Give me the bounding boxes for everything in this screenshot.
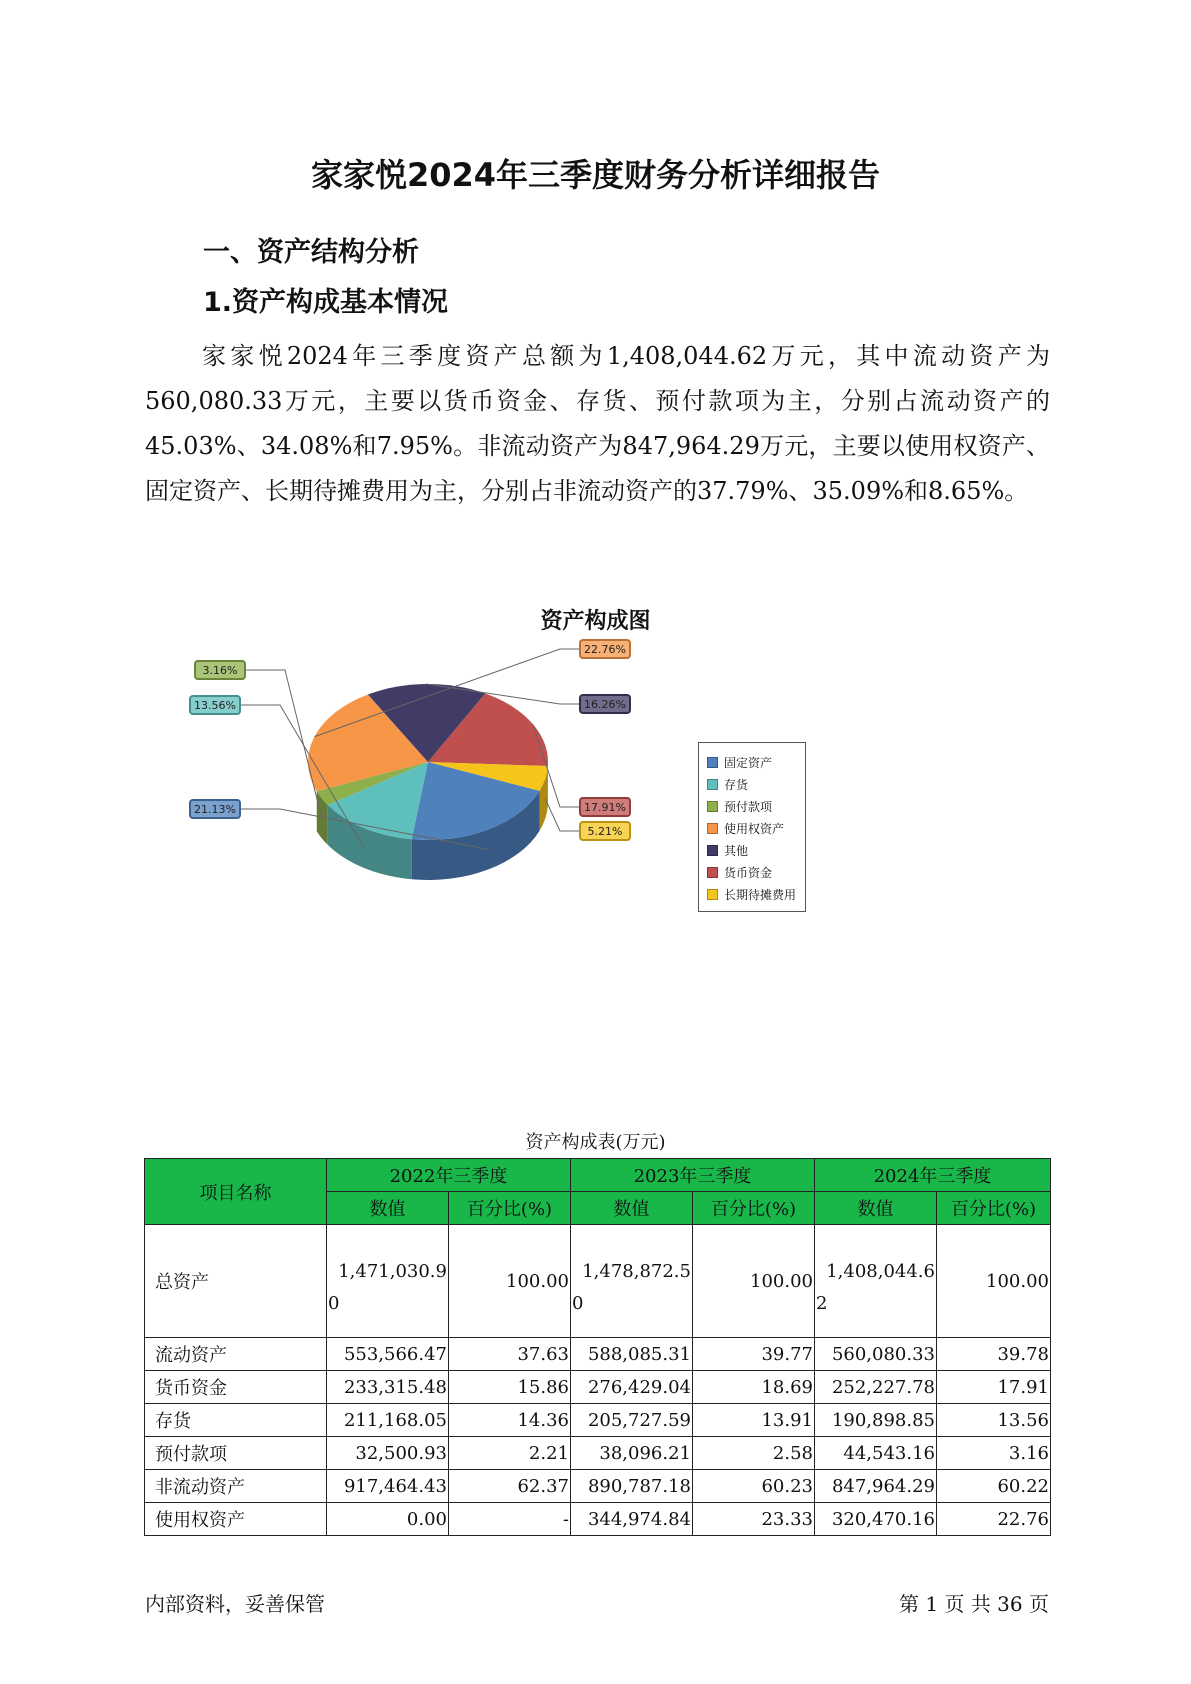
header-period-2024: 2024年三季度	[815, 1159, 1051, 1192]
section-heading: 一、资产结构分析	[203, 237, 419, 268]
pie-chart	[180, 643, 680, 890]
cell-value: 847,964.29	[815, 1470, 937, 1503]
chart-title: 资产构成图	[540, 609, 651, 634]
data-label: 22.76%	[584, 643, 626, 656]
label-leader-line	[545, 799, 580, 831]
legend-item	[707, 883, 805, 905]
cell-percent: 60.22	[937, 1470, 1051, 1503]
footer-confidential: 内部资料，妥善保管	[145, 1592, 325, 1616]
analysis-paragraph: 家家悦2024年三季度资产总额为1,408,044.62万元，其中流动资产为560,080.33万元，主要以货币资金、存货、预付款项为主，分别占流动资产的45.03%、34.08%和7.95%。非流动资产为847,964.29万元，主要以使用权资产、固定资产、长期待摊费用为主，分别占非流动资产的37.79%、35.09%和8.65%。	[145, 342, 1050, 505]
legend-item	[707, 795, 805, 817]
legend-label: 预付款项	[724, 799, 773, 814]
cell-percent: 39.78	[937, 1338, 1051, 1371]
legend-label: 其他	[724, 843, 749, 858]
cell-percent: 14.36	[449, 1404, 571, 1437]
header-percent: 百分比(%)	[693, 1192, 815, 1225]
legend-label: 固定资产	[724, 755, 773, 770]
cell-percent: 2.58	[693, 1437, 815, 1470]
table-row	[145, 1225, 1051, 1338]
cell-value: 560,080.33	[815, 1338, 937, 1371]
subsection-heading: 1.资产构成基本情况	[203, 287, 449, 318]
cell-value: 211,168.05	[327, 1404, 449, 1437]
legend-item	[707, 751, 805, 773]
cell-percent: 23.33	[693, 1503, 815, 1536]
cell-value: 1,471,030.9 0	[327, 1225, 449, 1338]
header-percent: 百分比(%)	[937, 1192, 1051, 1225]
table-row	[145, 1503, 1051, 1536]
cell-percent: 3.16	[937, 1437, 1051, 1470]
cell-value: 344,974.84	[571, 1503, 693, 1536]
cell-value: 890,787.18	[571, 1470, 693, 1503]
cell-percent: 100.00	[693, 1225, 815, 1338]
cell-percent: 39.77	[693, 1338, 815, 1371]
cell-value: 190,898.85	[815, 1404, 937, 1437]
header-period-2023: 2023年三季度	[571, 1159, 815, 1192]
row-name: 存货	[145, 1404, 327, 1437]
table-caption: 资产构成表(万元)	[525, 1132, 666, 1153]
cell-value: 1,408,044.6 2	[815, 1225, 937, 1338]
chart-legend	[698, 742, 806, 912]
cell-percent: 18.69	[693, 1371, 815, 1404]
data-label: 5.21%	[587, 825, 623, 838]
data-label: 21.13%	[194, 803, 236, 816]
cell-value: 0.00	[327, 1503, 449, 1536]
legend-swatch	[707, 801, 718, 812]
legend-label: 长期待摊费用	[724, 887, 797, 902]
header-item-name: 项目名称	[145, 1159, 327, 1225]
cell-value: 32,500.93	[327, 1437, 449, 1470]
legend-swatch	[707, 867, 718, 878]
header-value: 数值	[815, 1192, 937, 1225]
cell-percent: 15.86	[449, 1371, 571, 1404]
cell-percent: -	[449, 1503, 571, 1536]
table-row	[145, 1338, 1051, 1371]
cell-percent: 100.00	[937, 1225, 1051, 1338]
cell-percent: 13.91	[693, 1404, 815, 1437]
cell-percent: 60.23	[693, 1470, 815, 1503]
legend-label: 存货	[724, 777, 749, 792]
cell-percent: 17.91	[937, 1371, 1051, 1404]
data-label: 3.16%	[202, 664, 238, 677]
legend-item	[707, 773, 805, 795]
legend-swatch	[707, 889, 718, 900]
legend-swatch	[707, 757, 718, 768]
legend-swatch	[707, 779, 718, 790]
cell-value: 320,470.16	[815, 1503, 937, 1536]
data-label: 16.26%	[584, 698, 626, 711]
header-percent: 百分比(%)	[449, 1192, 571, 1225]
cell-value: 44,543.16	[815, 1437, 937, 1470]
data-label: 13.56%	[194, 699, 236, 712]
legend-item	[707, 839, 805, 861]
row-name: 预付款项	[145, 1437, 327, 1470]
legend-item	[707, 817, 805, 839]
cell-percent: 2.21	[449, 1437, 571, 1470]
label-leader-line	[245, 670, 322, 818]
cell-percent: 100.00	[449, 1225, 571, 1338]
row-name: 总资产	[145, 1225, 327, 1338]
footer-page-number: 第 1 页 共 36 页	[899, 1592, 1049, 1616]
cell-value: 1,478,872.5 0	[571, 1225, 693, 1338]
cell-value: 38,096.21	[571, 1437, 693, 1470]
legend-swatch	[707, 845, 718, 856]
header-value: 数值	[327, 1192, 449, 1225]
header-value: 数值	[571, 1192, 693, 1225]
cell-value: 588,085.31	[571, 1338, 693, 1371]
row-name: 货币资金	[145, 1371, 327, 1404]
report-title: 家家悦2024年三季度财务分析详细报告	[310, 156, 881, 194]
cell-value: 233,315.48	[327, 1371, 449, 1404]
legend-swatch	[707, 823, 718, 834]
cell-percent: 22.76	[937, 1503, 1051, 1536]
cell-value: 276,429.04	[571, 1371, 693, 1404]
row-name: 使用权资产	[145, 1503, 327, 1536]
row-name: 非流动资产	[145, 1470, 327, 1503]
data-label: 17.91%	[584, 801, 626, 814]
legend-label: 货币资金	[724, 865, 773, 880]
table-row	[145, 1404, 1051, 1437]
cell-value: 205,727.59	[571, 1404, 693, 1437]
table-row	[145, 1437, 1051, 1470]
cell-percent: 62.37	[449, 1470, 571, 1503]
legend-label: 使用权资产	[724, 821, 785, 836]
legend-item	[707, 861, 805, 883]
header-period-2022: 2022年三季度	[327, 1159, 571, 1192]
row-name: 流动资产	[145, 1338, 327, 1371]
cell-value: 252,227.78	[815, 1371, 937, 1404]
table-row	[145, 1470, 1051, 1503]
cell-percent: 13.56	[937, 1404, 1051, 1437]
cell-percent: 37.63	[449, 1338, 571, 1371]
cell-value: 553,566.47	[327, 1338, 449, 1371]
cell-value: 917,464.43	[327, 1470, 449, 1503]
asset-composition-table	[144, 1158, 1051, 1536]
table-row	[145, 1371, 1051, 1404]
